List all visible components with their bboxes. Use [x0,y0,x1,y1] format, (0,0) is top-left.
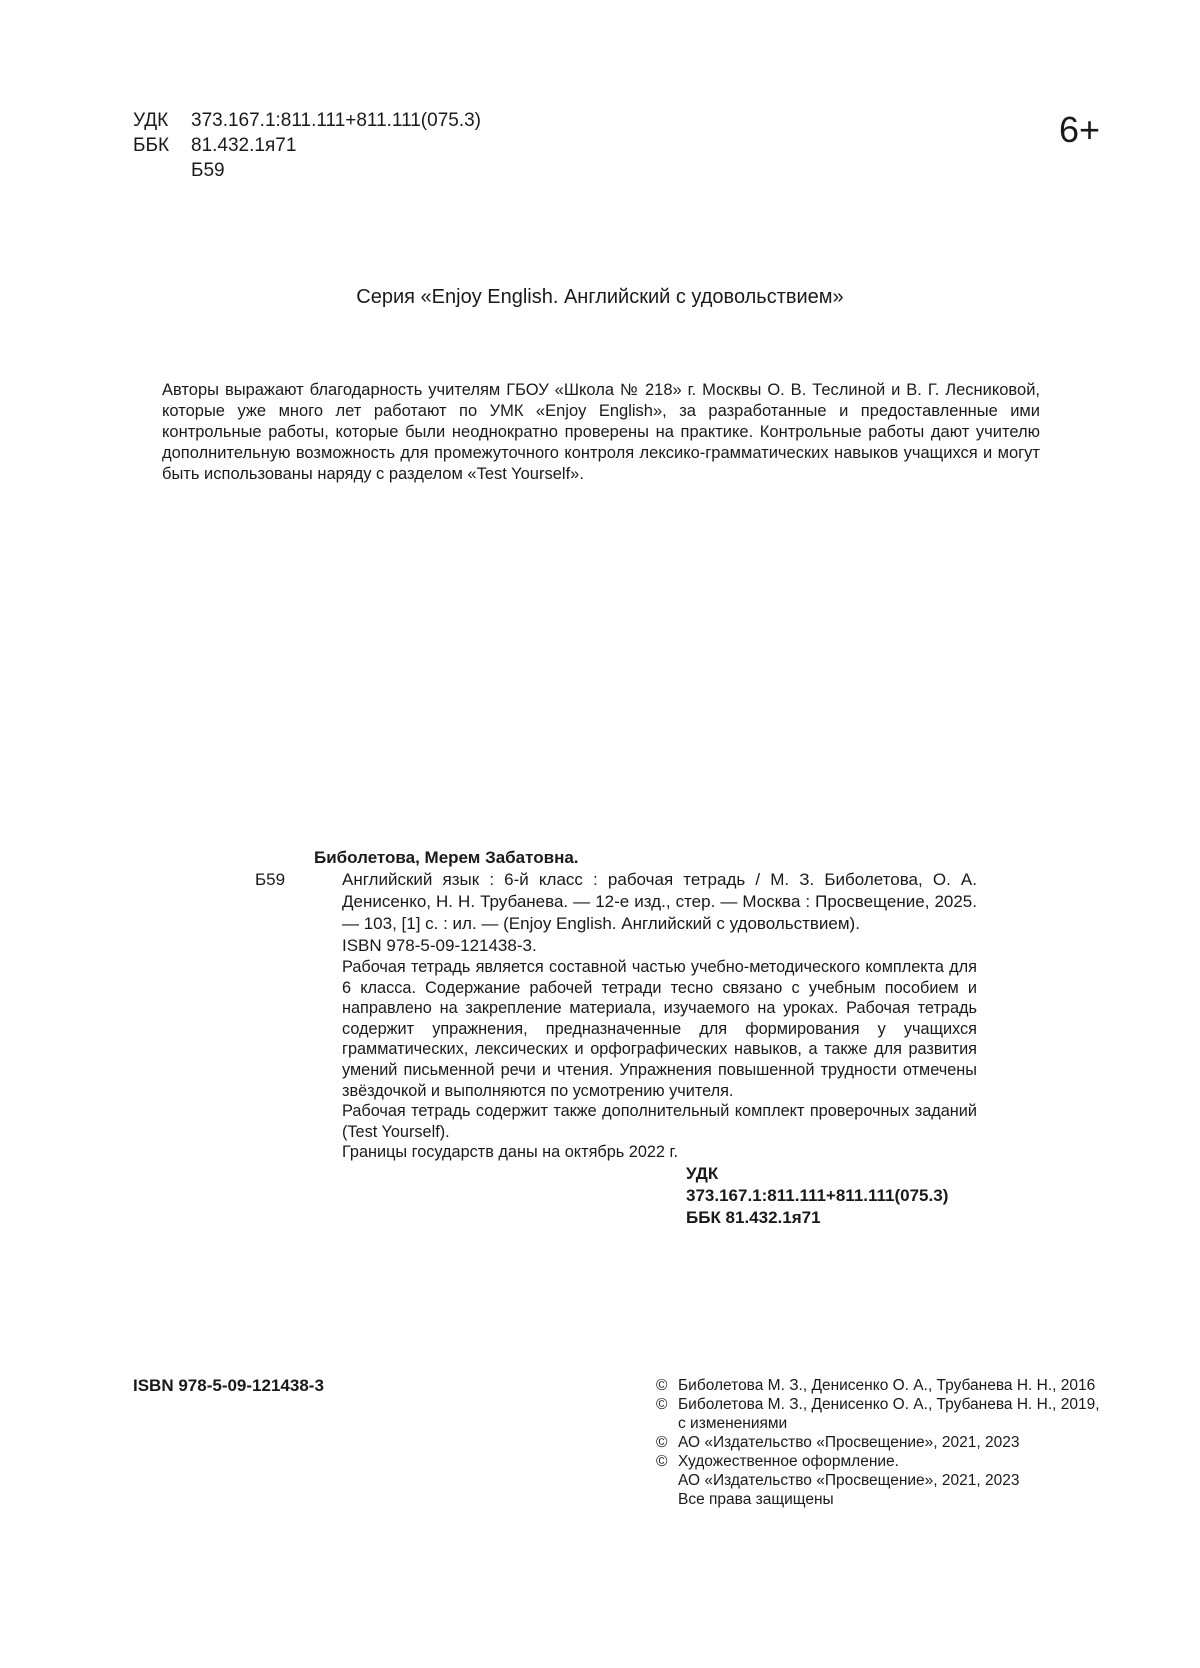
copyright-entry [656,1376,1100,1395]
isbn-bottom: ISBN 978-5-09-121438-3 [133,1376,324,1395]
copyright-text: Биболетова М. З., Денисенко О. А., Трубанева Н. Н., 2019, с изменениями [678,1396,1100,1432]
udk-row [133,108,481,133]
catalog-card-code: Б59 [255,870,286,889]
copyright-text: АО «Издательство «Просвещение», 2021, 2023 [678,1434,1020,1451]
card-isbn: ISBN 978-5-09-121438-3. [342,936,537,955]
classification-block [133,108,481,183]
acknowledgement-paragraph: Авторы выражают благодарность учителям ГБОУ «Школа № 218» г. Москвы О. В. Теслиной и В. Г. Лесниковой, которые уже много лет работают по УМК «Enjoy English», за разработанные и предоставленные ими контрольные работы, которые были неоднократно проверены на практике. Контрольные работы дают учителю дополнительную возможность для промежуточного контроля лексико-грамматических навыков учащихся и могут быть использованы наряду с разделом «Test Yourself». [162,381,1040,483]
card-abstract-2: Рабочая тетрадь содержит также дополнительный комплект проверочных заданий (Test Yourself). [342,1102,977,1141]
card-abstract-3: Границы государств даны на октябрь 2022 г. [342,1143,678,1162]
age-rating: 6+ [1058,109,1100,150]
bbk-value: 81.432.1я71 [191,135,297,156]
author-mark: Б59 [191,160,225,181]
copyright-text: Биболетова М. З., Денисенко О. А., Трубанева Н. Н., 2016 [678,1377,1096,1394]
udk-label: УДК [133,110,169,131]
copyright-symbol: © [656,1396,668,1413]
copyright-entry [656,1433,1100,1452]
copyright-symbol: © [656,1434,668,1451]
card-author: Биболетова, Мерем Забатовна. [314,848,579,867]
copyright-entry [656,1395,1100,1433]
author-mark-row [133,158,481,183]
catalog-card [314,847,977,1229]
bbk-label: ББК [133,135,170,156]
card-udk: УДК 373.167.1:811.111+811.111(075.3) [686,1163,949,1205]
copyright-text: Художественное оформление. АО «Издательство «Просвещение», 2021, 2023 Все права защищены [678,1453,1020,1508]
series-title: Серия «Enjoy English. Английский с удовольствием» [356,286,844,308]
copyright-symbol: © [656,1377,668,1394]
copyright-block [656,1376,1100,1509]
card-bbk: ББК 81.432.1я71 [686,1207,821,1227]
card-abstract-1: Рабочая тетрадь является составной частью учебно-методического комплекта для 6 класса. Содержание рабочей тетради тесно связано с учебным пособием и направлено на закрепление материала, изучаемого на уроках. Рабочая тетрадь содержит упражнения, предназначенные для формирования у учащихся грамматических, лексических и орфографических навыков, а также для развития умений письменной речи и чтения. Упражнения повышенной трудности отмечены звёздочкой и выполняются по усмотрению учителя. [342,958,977,1100]
copyright-symbol: © [656,1453,668,1470]
card-description: Английский язык : 6-й класс : рабочая тетрадь / М. З. Биболетова, О. А. Денисенко, Н. Н. Трубанева. — 12-е изд., стер. — Москва : Просвещение, 2025. — 103, [1] с. : ил. — (Enjoy English. Английский с удовольствием). [342,870,977,933]
bbk-row [133,133,481,158]
udk-value: 373.167.1:811.111+811.111(075.3) [191,110,482,131]
copyright-entry [656,1452,1100,1509]
